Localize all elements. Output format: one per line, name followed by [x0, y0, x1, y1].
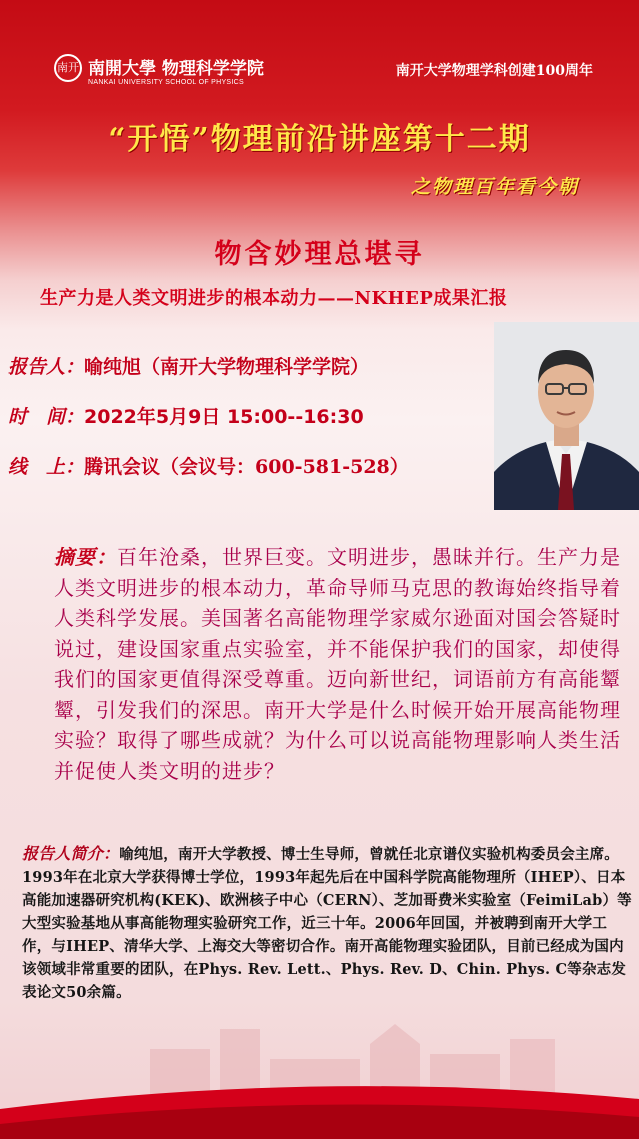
nankai-seal-icon: 南开 [54, 54, 82, 82]
time-value: 2022年5月9日 15:00--16:30 [84, 406, 364, 428]
speaker-bio [22, 842, 632, 1004]
centenary-banner: 南开大学物理学科创建100周年 [395, 63, 593, 79]
portrait-drawing [494, 322, 639, 510]
abstract-text: 百年沧桑，世界巨变。文明进步，愚昧并行。生产力是人类文明进步的根本动力，革命导师马克思的教诲始终指导着人类科学发展。美国著名高能物理学家威尔逊面对国会答疑时说过，建设国家重点实验室，并不能保护我们的国家，却使得我们的国家更值得深受尊重。迈向新世纪，词语前方有高能颦颦，引发我们的深思。南开大学是什么时候开始开展高能物理实验？取得了哪些成就？为什么可以说高能物理影响人类生活并促使人类文明的进步？ [54, 545, 621, 783]
online-label: 线 上： [8, 456, 85, 478]
abstract [54, 542, 634, 786]
abstract-label: 摘要： [54, 545, 117, 569]
talk-title: 物含妙理总堪寻 [214, 239, 425, 270]
bio-label: 报告人简介： [22, 844, 120, 863]
speaker-label: 报告人： [8, 356, 85, 378]
speaker-row [8, 352, 369, 379]
logo-text-cn: 南開大學 物理科学学院 [88, 59, 264, 79]
online-value: 腾讯会议（会议号：600-581-528） [84, 456, 409, 478]
talk-subtitle: 生产力是人类文明进步的根本动力——NKHEP成果汇报 [40, 288, 508, 309]
logo-text-en: NANKAI UNIVERSITY SCHOOL OF PHYSICS [88, 79, 244, 86]
time-row [8, 402, 364, 429]
online-row [8, 452, 409, 479]
time-label: 时 间： [8, 406, 85, 428]
event-subtitle: 之物理百年看今朝 [410, 176, 579, 198]
logo [54, 52, 294, 92]
speaker-value: 喻纯旭（南开大学物理科学学院） [84, 356, 370, 378]
bio-text: 喻纯旭，南开大学教授、博士生导师，曾就任北京谱仪实验机构委员会主席。1993年在北京大学获得博士学位，1993年起先后在中国科学院高能物理所（IHEP）、日本高能加速器研究机构(KEK)、欧洲核子中心（CERN）、芝加哥费米实验室（FeimiLab）等大型实验基地从事高能物理实验研究工作，近三十年。2006年回国，并被聘到南开大学工作，与IHEP、清华大学、上海交大等密切合作。南开高能物理实验团队，目前已经成为国内该领域非常重要的团队，在Phys. Rev. Lett.、Phys. Rev. D、Chin. Phys. C等杂志发表论文50余篇。 [22, 846, 632, 1001]
event-title: “开悟”物理前沿讲座第十二期 [108, 122, 531, 157]
speaker-portrait [494, 322, 639, 510]
campus-skyline-decoration [0, 989, 639, 1139]
